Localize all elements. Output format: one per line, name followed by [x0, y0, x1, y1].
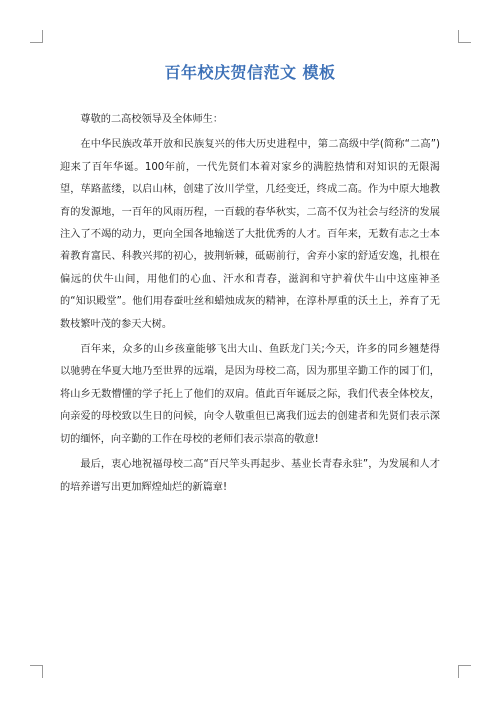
document-body [60, 109, 440, 499]
body-paragraph-3: 最后，衷心地祝福母校二高“百尺竿头再起步、基业长青春永驻”，为发展和人才的培养谱写出更加辉煌灿烂的新篇章! [60, 459, 440, 493]
greeting-line: 尊敬的二高校领导及全体师生： [80, 114, 224, 125]
body-paragraph-1: 在中华民族改革开放和民族复兴的伟大历史进程中，第二高级中学(简称“二高”)迎来了百年华诞。100年前，一代先贤们本着对家乡的满腔热情和对知识的无限渴望，荜路蓝缕，以启山林，创建了汝川学堂，几经变迁，终成二高。作为中原大地教育的发源地，一百年的风雨历程，一百载的春华秋实，二高不仅为社会与经济的发展注入了不竭的动力，更向全国各地输送了大批优秀的人才。百年来，无数有志之士本着教育富民、科教兴邦的初心，披荆斩棘，砥砺前行，舍弃小家的舒适安逸，扎根在偏远的伏牛山间，用他们的心血、汗水和青春，滋润和守护着伏牛山中这座神圣的“知识殿堂”。他们用春蚕吐丝和蜡烛成灰的精神，在淳朴厚重的沃土上，养育了无数枝繁叶茂的参天大树。 [60, 139, 440, 330]
document-title: 百年校庆贺信范文 模板 [164, 63, 336, 82]
crop-mark-top-right [458, 30, 471, 43]
crop-mark-bottom-right [458, 665, 471, 678]
body-paragraph-2: 百年来，众多的山乡孩童能够飞出大山、鱼跃龙门关;今天，许多的同乡翘楚得以驰骋在华夏大地乃至世界的远端，是因为母校二高，因为那里辛勤工作的园丁们，将山乡无数懵懂的学子托上了他们的双肩。值此百年诞辰之际，我们代表全体校友，向亲爱的母校致以生日的问候，向令人敬重但已离我们远去的创建者和先贤们表示深切的缅怀，向辛勤的工作在母校的老师们表示崇高的敬意! [60, 344, 440, 445]
crop-mark-top-left [30, 30, 43, 43]
crop-mark-bottom-left [30, 665, 43, 678]
